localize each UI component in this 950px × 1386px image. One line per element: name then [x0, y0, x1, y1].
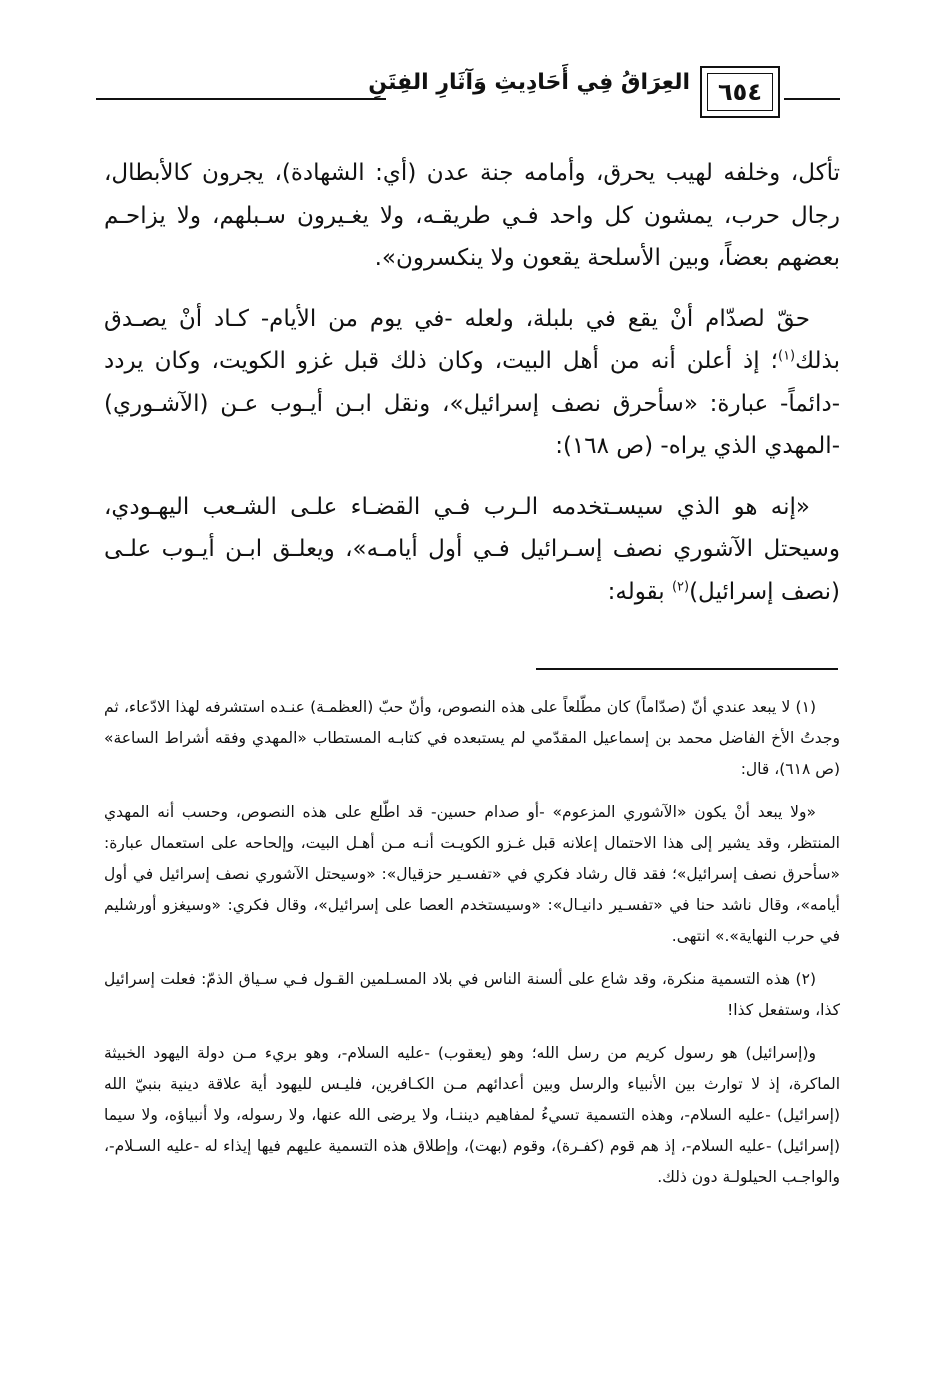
main-text	[104, 152, 840, 631]
paragraph-3	[104, 486, 840, 614]
header-rule-right	[784, 98, 840, 100]
footnote-ref-2[interactable]: (٢)	[671, 578, 690, 594]
paragraph-1: تأكل، وخلفه لهيب يحرق، وأمامه جنة عدن (أي: الشهادة)، يجرون كالأبطال، رجال حرب، يمشون كل واحد فـي طريقـه، ولا يغـيرون سـبلهم، ولا يزاحـم بعضهم بعضاً، وبين الأسلحة يقعون ولا ينكسرون».	[104, 160, 840, 271]
paragraph-2	[104, 298, 840, 468]
footnote-ref-1[interactable]: (١)	[777, 348, 796, 364]
footnote-2: (٢) هذه التسمية منكرة، وقد شاع على ألسنة الناس في بلاد المسـلمين القـول فـي سـياق الذمّ: فعلت إسرائيل كذا، وستفعل كذا!	[104, 970, 840, 1019]
footnote-1: (١) لا يبعد عندي أنّ (صدّاماً) كان مطّلعاً على هذه النصوص، وأنّ حبّ (العظمـة) عنـده استشرفه لهذا الادّعاء، ثم وجدتُ الأخ الفاضل محمد بن إسماعيل المقدّمي لم يستبعده في كتابـه المستطاب «المهدي وفقه أشراط الساعة» (ص ٦١٨)، قال:	[104, 698, 840, 778]
footnotes	[104, 692, 840, 1205]
footnote-2-continued: و(إسرائيل) هو رسول كريم من رسل الله؛ وهو (يعقوب) -عليه السلام-، وهو بريء مـن دولة اليهود الخبيثة الماكرة، إذ لا توارث بين الأنبياء والرسل وبين أعدائهم مـن الكـافرين، فليـس لليهود أية علاقة دينية بنبيّ الله (إسرائيل) -عليه السلام-، وهذه التسمية تسيءُ لمفاهيم ديننـا، ولا يرضى الله عنها، ولا رسوله، ولا أنبياؤه، ولا سيما (إسرائيل) -عليه السلام-، إذ هم قوم (كفـرة)، وقوم (بهت)، وإطلاق هذه التسمية عليهم فيها إيذاء له -عليه السـلام-، والواجـب الحيلولـة دون ذلك.	[104, 1044, 840, 1186]
footnote-1-quote: «ولا يبعد أنْ يكون «الآشوري المزعوم» -أو صدام حسين- قد اطّلع على هذه النصوص، وحسب أنه المهدي المنتظر، وقد يشير إلى هذا الاحتمال إعلانه قبل غـزو الكويـت أنـه مـن أهـل البيت، وإلحاحه على استعمال عبارة: «سأحرق نصف إسرائيل»؛ فقد قال رشاد فكري في «تفسـير حزقيال»: «وسيحتل الآشوري نصف إسرائيل في أول أيامه»، وقال ناشد حنا في «تفسـير دانيـال»: «وسيستخدم العصا على إسرائيل»، وقال فكري: «وسيغزو أورشليم في حرب النهاية».» انتهى.	[104, 803, 840, 945]
page-number-text: ٦٥٤	[718, 78, 762, 106]
paragraph-2-text-b: ؛ إذ أعلن أنه من أهل البيت، وكان ذلك قبل غزو الكويت، وكان يردد -دائماً- عبارة: «سأحرق نصف إسرائيل»، ونقل ابـن أيـوب عـن (الآشـوري) -المهدي الذي يراه- (ص ١٦٨):	[104, 348, 840, 459]
header-rule-left	[96, 98, 386, 100]
paragraph-3-text-a: «إنه هو الذي سيسـتخدمه الـرب فـي القضـاء علـى الشـعب اليهـودي، وسيحتل الآشوري نصف إسـرائيل فـي أول أيامـه»، ويعلـق ابـن أيـوب علـى (نصف إسرائيل)	[104, 493, 840, 605]
page-number	[700, 66, 780, 118]
page-header	[96, 64, 840, 128]
paragraph-3-text-b: بقوله:	[607, 578, 672, 605]
paragraph-2-text-a: حقّ لصدّام أنْ يقع في بلبلة، ولعله -في يوم من الأيام- كـاد أنْ يصـدق بذلك	[104, 305, 840, 374]
footnote-separator	[536, 668, 838, 670]
running-title: العِرَاقُ فِي أَحَادِيثِ وَآثَارِ الفِتَنِ	[368, 70, 690, 95]
